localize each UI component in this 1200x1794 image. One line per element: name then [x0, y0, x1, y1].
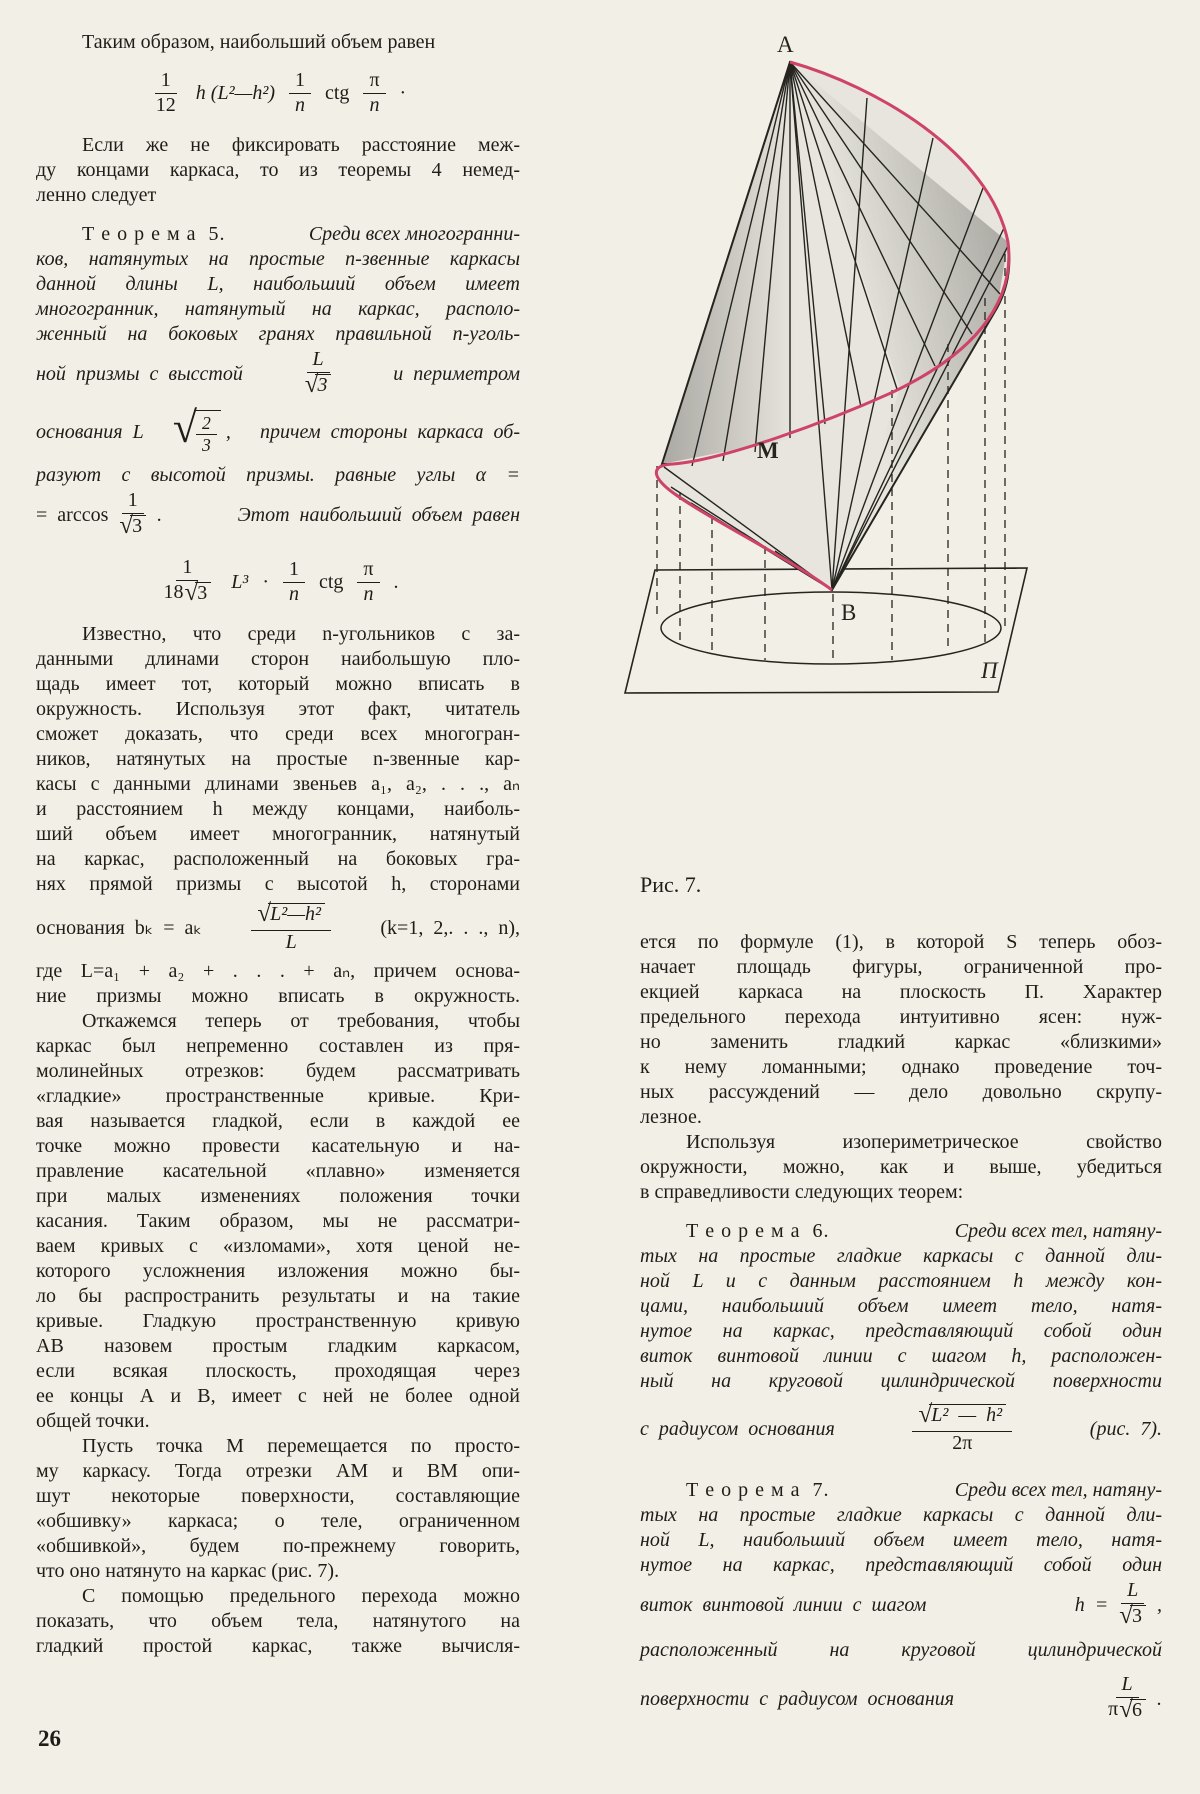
paragraph-pust-tochka — [36, 1434, 520, 1584]
paragraph-isoperimetric — [640, 1130, 1162, 1205]
text-line: сможет доказать, что среди всех многогран- — [36, 723, 520, 745]
label-point-M: М — [757, 438, 779, 463]
text-line: показать, что объем тела, натянутого на — [36, 1610, 520, 1632]
text-line: ло бы распространить результаты и на такие — [36, 1285, 520, 1307]
text-line: ной L и с данным расстоянием h между кон- — [640, 1270, 1162, 1292]
text-line: что оно натянуто на каркас (рис. 7). — [36, 1560, 340, 1582]
theorem-7 — [640, 1478, 1162, 1730]
theorem-7-middle-line: расположенный на круговой цилиндрической — [640, 1638, 1162, 1661]
formula-text: основания bₖ = aₖ — [36, 916, 202, 939]
display-formula-volume — [36, 61, 520, 125]
figure-helix-cone — [545, 14, 1200, 724]
text-line: Если же не фиксировать расстояние меж- — [82, 134, 520, 156]
theorem-6 — [640, 1219, 1162, 1464]
text-line: ший объем имеет многогранник, натянутый — [36, 823, 520, 845]
theorem-6-body — [640, 1244, 1162, 1394]
fraction: 1 n — [289, 70, 311, 116]
fraction-sqrt-L2-h2-over-2pi: √ L² — h² 2π — [912, 1404, 1012, 1454]
text-line: правление касательной «плавно» изменяется — [36, 1160, 520, 1182]
text-line: предельного перехода интуитивно ясен: нуж- — [640, 1006, 1162, 1028]
text-line: начает площадь фигуры, ограниченной про- — [640, 956, 1162, 978]
text-line: которого усложнения изложения можно бы- — [36, 1260, 520, 1282]
fraction: 1 12 — [155, 68, 176, 116]
formula-text: основания L — [36, 420, 144, 443]
formula-end-dot: . — [393, 570, 399, 593]
fraction-1-18sqrt3: 1 18 √ 3 — [157, 557, 217, 607]
formula-text: поверхности с радиусом основания — [640, 1687, 955, 1710]
formula-text: Этот наибольший объем равен — [237, 503, 520, 526]
text-line: ков, натянутых на простые n-звенные каркасы — [36, 248, 520, 270]
label-apex-A: A — [777, 32, 794, 57]
theorem-6-head: Т е о р е м а 6. — [686, 1220, 830, 1242]
paragraph-if-not-fixed — [36, 133, 520, 208]
theorem-5 — [36, 222, 520, 542]
theorem-5-arccos-line — [36, 488, 520, 542]
formula-text: (рис. 7). — [1089, 1417, 1162, 1440]
arccos-group: = arccos 1 √ 3 . — [36, 489, 163, 539]
paragraph-izvestno-tail — [36, 959, 520, 1009]
text-line: ду концами каркаса, то из теоремы 4 немед- — [36, 159, 520, 181]
paragraph-izvestno — [36, 622, 520, 897]
theorem-5-body — [36, 247, 520, 347]
text-line: нутое на каркас, представляющий собой один — [640, 1554, 1162, 1576]
text-line: где L=a₁ + a₂ + . . . + aₙ, причем основа- — [36, 960, 520, 982]
text-line: касания. Таким образом, мы не рассматри- — [36, 1210, 520, 1232]
text-line: му каркасу. Тогда отрезки АМ и ВМ опи- — [36, 1460, 520, 1482]
text-line: молинейных отрезков: будем рассматривать — [36, 1060, 520, 1082]
text-line: «гладкие» пространственные кривые. Кри- — [36, 1085, 520, 1107]
formula-text: ной призмы с высстой — [36, 362, 243, 385]
text-line: точке можно провести касательную и на- — [36, 1135, 520, 1157]
theorem-5-opening: Среди всех многогранни- — [308, 223, 520, 245]
text-line: Пусть точка М перемещается по просто- — [82, 1435, 520, 1457]
text-line: каркас был непременно составлен из пря- — [36, 1035, 520, 1057]
text-line: нутое на каркас, представляющий собой один — [640, 1320, 1162, 1342]
theorem-7-first-line — [640, 1478, 1162, 1503]
ctg-operator: ctg — [318, 570, 344, 593]
text-line: АВ назовем простым гладким каркасом, — [36, 1335, 520, 1357]
label-plane-P: П — [981, 658, 998, 683]
text-line: ее концы А и В, имеет с ней не более одной — [36, 1385, 520, 1407]
paragraph-formula-1-continuation — [640, 930, 1162, 1130]
text-line: виток винтовой линии с шагом h, расположен- — [640, 1345, 1162, 1367]
theorem-7-opening: Среди всех тел, натяну- — [954, 1479, 1162, 1501]
text-line: тых на простые гладкие каркасы с данной дли- — [640, 1504, 1162, 1526]
text-line: нях прямой призмы с высотой h, сторонами — [36, 873, 520, 895]
radius-fraction-group: L π √ 6 . — [1108, 1673, 1162, 1723]
paragraph-intro-line: Таким образом, наибольший объем равен — [82, 31, 436, 53]
text-line: «обшивку» каркаса; о теле, ограниченном — [36, 1510, 520, 1532]
text-line: Используя изопериметрическое свойство — [686, 1131, 1162, 1153]
fraction: π n — [363, 70, 385, 116]
text-line: щадь имеет тот, который можно вписать в — [36, 673, 520, 695]
formula-text: и периметром — [393, 362, 520, 385]
text-line: С помощью предельного перехода можно — [82, 1585, 520, 1607]
right-column — [640, 930, 1162, 1730]
text-line: на каркас, расположенный на боковых гра- — [36, 848, 520, 870]
text-line: ленно следует — [36, 184, 157, 206]
text-line: к нему ломанными; однако проведение точ- — [640, 1056, 1162, 1078]
text-line: при малых изменениях положения точки — [36, 1185, 520, 1207]
text-line: ваем кривых с «изломами», хотя ценой не- — [36, 1235, 520, 1257]
text-line: шут некоторые поверхности, составляющие — [36, 1485, 520, 1507]
theorem-5-angles-line: разуют с высотой призмы. равные углы α = — [36, 464, 520, 486]
left-column — [36, 30, 520, 1659]
text-line: ной L, наибольший объем имеет тело, натя- — [640, 1529, 1162, 1551]
text-line: Известно, что среди n-угольников с за- — [82, 623, 520, 645]
ctg-operator: ctg — [325, 81, 350, 104]
text-line: но заменить гладкий каркас «близкими» — [640, 1031, 1162, 1053]
page-number: 26 — [38, 1726, 61, 1751]
text-line: женный на боковых гранях правильной n-уголь- — [36, 323, 520, 345]
paragraph-otkazhemsya — [36, 1009, 520, 1434]
sqrt-2-3-group: √ $\frac{2}{3}$ , — [172, 402, 231, 455]
dot-operator: · — [262, 570, 269, 593]
text-line: окружность. Используя этот факт, читатель — [36, 698, 520, 720]
text-line: если всякая плоскость, проходящая через — [36, 1360, 520, 1382]
fraction: π n — [357, 559, 379, 605]
theorem-7-head: Т е о р е м а 7. — [686, 1479, 830, 1501]
text-line: кривые. Гладкую пространственную кривую — [36, 1310, 520, 1332]
formula-end-dot: · — [399, 81, 407, 104]
h-equals-group: h = L √ 3 , — [1074, 1579, 1162, 1629]
display-formula-max-volume — [36, 550, 520, 614]
text-line: и расстоянием h между концами, наиболь- — [36, 798, 520, 820]
paragraph-predelny-perekhod — [36, 1584, 520, 1659]
text-line: данной длины L, наибольший объем имеет — [36, 273, 520, 295]
fraction: 1 n — [283, 559, 305, 605]
theorem-5-first-line — [36, 222, 520, 247]
text-line: ников, натянутых на простые n-звенные кар- — [36, 748, 520, 770]
text-line: лезное. — [640, 1106, 702, 1128]
formula-text: виток винтовой линии с шагом — [640, 1593, 927, 1616]
text-line: ется по формуле (1), в которой S теперь обоз- — [640, 931, 1162, 953]
label-bottom-B: B — [841, 600, 857, 625]
figure-caption: Рис. 7. — [640, 872, 702, 897]
theorem-7-body — [640, 1503, 1162, 1578]
text-line: тых на простые гладкие каркасы с данной дли- — [640, 1245, 1162, 1267]
text-line: окружности, можно, как и выше, убедиться — [640, 1156, 1162, 1178]
text-line: ный на круговой цилиндрической поверхности — [640, 1370, 1162, 1392]
theorem-5-formula-line-perimeter — [36, 401, 520, 463]
bk-formula-line — [36, 897, 520, 959]
text-line: екцией каркаса на плоскость П. Характер — [640, 981, 1162, 1003]
text-line: Откажемся теперь от требования, чтобы — [82, 1010, 520, 1032]
formula-text: с радиусом основания — [640, 1417, 835, 1440]
theorem-7-pitch-formula-line — [640, 1578, 1162, 1632]
text-line: общей точки. — [36, 1410, 150, 1432]
fraction-sqrt-L2-h2-over-L: √ L²—h² L — [251, 903, 331, 953]
text-line: вая называется гладкой, если в каждой ее — [36, 1110, 520, 1132]
text-line: многогранник, натянутый на каркас, располо- — [36, 298, 520, 320]
text-line: в справедливости следующих теорем: — [640, 1181, 964, 1203]
theorem-5-head: Т е о р е м а 5. — [82, 223, 226, 245]
formula-term: L³ — [231, 570, 249, 593]
text-line: касы с данными длинами звеньев a₁, a₂, . . ., aₙ — [36, 773, 520, 795]
text-line: ние призмы можно вписать в окружность. — [36, 985, 520, 1007]
theorem-6-opening: Среди всех тел, натяну- — [954, 1220, 1162, 1242]
formula-text: причем стороны каркаса об- — [259, 420, 520, 443]
text-line: цами, наибольший объем имеет тело, натя- — [640, 1295, 1162, 1317]
formula-text: (k=1, 2,. . ., n), — [380, 916, 520, 939]
text-line: гладкий простой каркас, также вычисля- — [36, 1635, 520, 1657]
text-line: данными длинами сторон наибольшую пло- — [36, 648, 520, 670]
text-line: ных рассуждений — дело довольно скрупу- — [640, 1081, 1162, 1103]
fraction-L-sqrt3: L √ 3 — [299, 349, 338, 399]
theorem-6-first-line — [640, 1219, 1162, 1244]
theorem-7-radius-formula-line — [640, 1668, 1162, 1730]
formula-term: h (L²—h²) — [195, 81, 275, 104]
theorem-5-formula-line-height — [36, 347, 520, 401]
theorem-6-radius-formula-line — [640, 1394, 1162, 1464]
text-line: «обшивкой», будем по-прежнему говорить, — [36, 1535, 520, 1557]
